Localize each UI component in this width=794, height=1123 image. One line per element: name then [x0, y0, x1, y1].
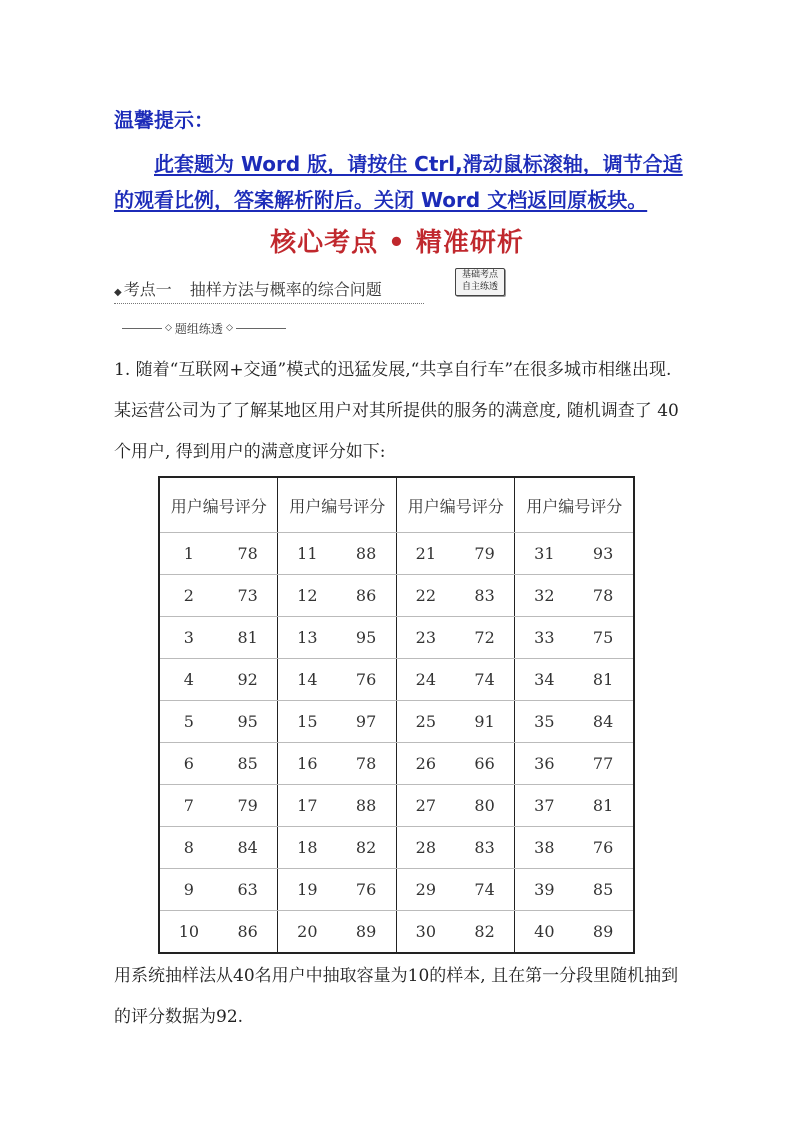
score-cell: 95 — [218, 701, 278, 743]
user-id-cell: 17 — [278, 785, 336, 827]
user-id-cell: 29 — [396, 869, 454, 911]
score-cell: 79 — [218, 785, 278, 827]
badge-line-2: 自主练透 — [461, 282, 498, 292]
score-cell: 80 — [455, 785, 515, 827]
score-table — [158, 476, 635, 954]
user-id-cell: 34 — [515, 659, 573, 701]
table-header-cell: 用户编号评分 — [159, 477, 278, 533]
user-id-cell: 24 — [396, 659, 454, 701]
exercise-heading — [122, 318, 286, 338]
kaodian-label: 考点一 — [123, 280, 172, 299]
table-row — [159, 659, 634, 701]
score-cell: 88 — [336, 785, 396, 827]
table-row — [159, 911, 634, 954]
score-cell: 81 — [218, 617, 278, 659]
score-cell: 81 — [573, 785, 634, 827]
user-id-cell: 9 — [159, 869, 218, 911]
user-id-cell: 18 — [278, 827, 336, 869]
table-row — [159, 785, 634, 827]
table-header-cell: 用户编号评分 — [278, 477, 396, 533]
table-header-row — [159, 477, 634, 533]
score-cell: 91 — [455, 701, 515, 743]
table-row — [159, 617, 634, 659]
score-cell: 78 — [218, 533, 278, 575]
score-cell: 78 — [573, 575, 634, 617]
score-cell: 75 — [573, 617, 634, 659]
score-cell: 89 — [573, 911, 634, 954]
score-cell: 77 — [573, 743, 634, 785]
user-id-cell: 36 — [515, 743, 573, 785]
divider-left — [122, 328, 162, 329]
score-cell: 76 — [336, 659, 396, 701]
table-row — [159, 533, 634, 575]
user-id-cell: 3 — [159, 617, 218, 659]
score-cell: 85 — [218, 743, 278, 785]
score-cell: 86 — [336, 575, 396, 617]
user-id-cell: 15 — [278, 701, 336, 743]
diamond-icon: ◇ — [225, 323, 233, 333]
user-id-cell: 4 — [159, 659, 218, 701]
score-cell: 86 — [218, 911, 278, 954]
user-id-cell: 40 — [515, 911, 573, 954]
user-id-cell: 5 — [159, 701, 218, 743]
kaodian-heading — [114, 277, 424, 304]
followup-text: 用系统抽样法从40名用户中抽取容量为10的样本, 且在第一分段里随机抽到的评分数据为92. — [114, 966, 679, 1027]
score-cell: 81 — [573, 659, 634, 701]
user-id-cell: 12 — [278, 575, 336, 617]
kaodian-title: 抽样方法与概率的综合问题 — [189, 280, 382, 299]
tip-body: 此套题为 Word 版，请按住 Ctrl,滑动鼠标滚轴，调节合适的观看比例，答案解析附后。关闭 Word 文档返回原板块。 — [114, 152, 683, 212]
score-cell: 82 — [455, 911, 515, 954]
score-cell: 74 — [455, 869, 515, 911]
table-row — [159, 827, 634, 869]
user-id-cell: 28 — [396, 827, 454, 869]
table-row — [159, 869, 634, 911]
badge-line-1: 基础考点 — [461, 270, 498, 280]
tip-title: 温馨提示： — [114, 108, 214, 132]
user-id-cell: 39 — [515, 869, 573, 911]
score-cell: 95 — [336, 617, 396, 659]
user-id-cell: 10 — [159, 911, 218, 954]
table-row — [159, 743, 634, 785]
table-header-cell: 用户编号评分 — [515, 477, 634, 533]
score-cell: 83 — [455, 575, 515, 617]
user-id-cell: 30 — [396, 911, 454, 954]
user-id-cell: 1 — [159, 533, 218, 575]
user-id-cell: 26 — [396, 743, 454, 785]
user-id-cell: 19 — [278, 869, 336, 911]
user-id-cell: 20 — [278, 911, 336, 954]
score-cell: 66 — [455, 743, 515, 785]
score-cell: 92 — [218, 659, 278, 701]
score-cell: 72 — [455, 617, 515, 659]
question-text: 1. 随着“互联网+交通”模式的迅猛发展,“共享自行车”在很多城市相继出现. 某运营公司为了了解某地区用户对其所提供的服务的满意度, 随机调查了 40 个用户, 得到用户的满意度评分如下: — [114, 360, 679, 462]
user-id-cell: 6 — [159, 743, 218, 785]
score-cell: 73 — [218, 575, 278, 617]
table-row — [159, 701, 634, 743]
score-cell: 88 — [336, 533, 396, 575]
user-id-cell: 33 — [515, 617, 573, 659]
user-id-cell: 22 — [396, 575, 454, 617]
user-id-cell: 23 — [396, 617, 454, 659]
user-id-cell: 16 — [278, 743, 336, 785]
section-title: 核心考点 • 精准研析 — [270, 228, 524, 258]
diamond-icon: ◇ — [165, 323, 172, 333]
user-id-cell: 38 — [515, 827, 573, 869]
user-id-cell: 13 — [278, 617, 336, 659]
score-cell: 78 — [336, 743, 396, 785]
user-id-cell: 2 — [159, 575, 218, 617]
table-row — [159, 575, 634, 617]
user-id-cell: 37 — [515, 785, 573, 827]
user-id-cell: 11 — [278, 533, 336, 575]
score-cell: 74 — [455, 659, 515, 701]
score-cell: 82 — [336, 827, 396, 869]
score-cell: 63 — [218, 869, 278, 911]
score-cell: 76 — [573, 827, 634, 869]
user-id-cell: 32 — [515, 575, 573, 617]
score-cell: 84 — [218, 827, 278, 869]
score-cell: 93 — [573, 533, 634, 575]
exercise-heading-label: 题组练透 — [174, 321, 223, 336]
score-cell: 85 — [573, 869, 634, 911]
user-id-cell: 25 — [396, 701, 454, 743]
divider-right — [236, 328, 286, 329]
user-id-cell: 8 — [159, 827, 218, 869]
user-id-cell: 21 — [396, 533, 454, 575]
practice-badge — [455, 268, 505, 296]
user-id-cell: 31 — [515, 533, 573, 575]
user-id-cell: 14 — [278, 659, 336, 701]
score-cell: 83 — [455, 827, 515, 869]
score-cell: 89 — [336, 911, 396, 954]
user-id-cell: 35 — [515, 701, 573, 743]
diamond-icon: ◆ — [114, 287, 122, 298]
user-id-cell: 27 — [396, 785, 454, 827]
table-header-cell: 用户编号评分 — [396, 477, 514, 533]
score-cell: 84 — [573, 701, 634, 743]
user-id-cell: 7 — [159, 785, 218, 827]
score-cell: 79 — [455, 533, 515, 575]
score-cell: 76 — [336, 869, 396, 911]
score-cell: 97 — [336, 701, 396, 743]
